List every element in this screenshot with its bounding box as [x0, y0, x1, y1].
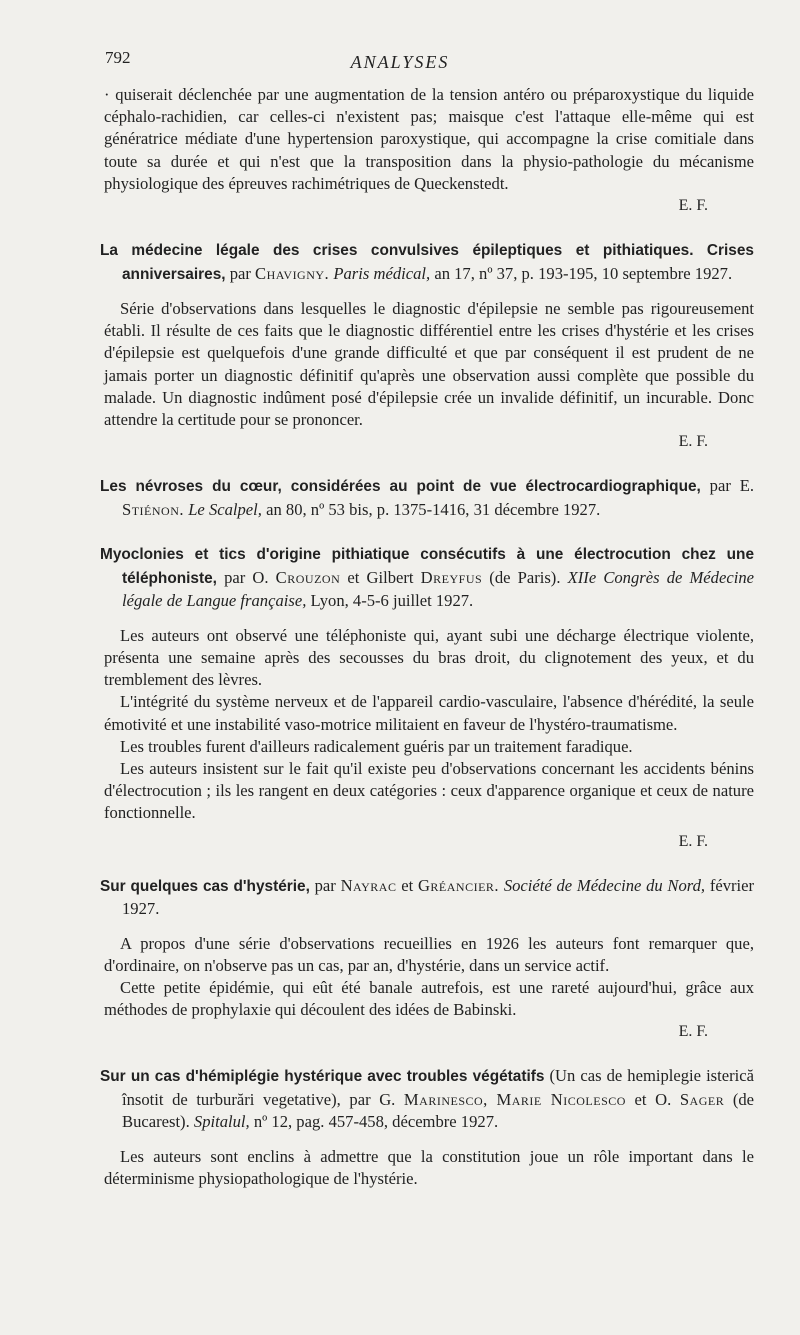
- author: Nayrac: [340, 875, 397, 895]
- journal-name: Spitalul,: [193, 1112, 250, 1132]
- congress-name: XIIe Congrès de Médecine légale de Langue française,: [122, 567, 754, 611]
- signature: E. F.: [678, 197, 708, 215]
- article-title: La médecine légale des crises convulsives épileptiques et pithiatiques. Crises anniversaires, par Chavigny. Paris médical, an 17, nº 37, p. 193-195, 10 septembre 1927.: [100, 242, 754, 283]
- article-paragraph: Les auteurs ont observé une téléphoniste qui, ayant subi une décharge électrique violente, présenta une semaine après des secousses du bras droit, du clignotement des yeux, et du tremblement des lèvres.: [104, 625, 754, 690]
- article-title: Sur un cas d'hémiplégie hystérique avec troubles végétatifs (Un cas de hemiplegie isterică însotit de turburări vegetative), par G. Marinesco, Marie Nicolesco et O. Sager (de Bucarest). Spitalul, nº 12, pag. 457-458, décembre 1927.: [100, 1066, 755, 1132]
- article-title-text: Les névroses du cœur, considérées au point de vue électrocardiographique,: [100, 478, 701, 496]
- reference: nº 12, pag. 457-458, décembre 1927.: [253, 1112, 499, 1132]
- page-header: [0, 48, 800, 78]
- signature: E. F.: [678, 433, 708, 451]
- article-paragraph: A propos d'une série d'observations recueillies en 1926 les auteurs font remarquer que, d'ordinaire, on n'observe pas un cas, par an, d'hystérie, dans un service actif.: [104, 933, 754, 975]
- reference: février 1927.: [122, 875, 755, 919]
- article-paragraph: Les troubles furent d'ailleurs radicalement guéris par un traitement faradique.: [120, 736, 633, 756]
- author: Dreyfus: [420, 567, 483, 587]
- article-nevroses-coeur: [100, 475, 754, 521]
- article-title-text: Myoclonies et tics d'origine pithiatique consécutifs à une électrocution chez une téléphoniste,: [100, 546, 754, 587]
- running-title: ANALYSES: [350, 52, 450, 72]
- signature: E. F.: [678, 832, 708, 850]
- article-title: Sur quelques cas d'hystérie, par Nayrac et Gréancier. Société de Médecine du Nord, février 1927.: [100, 875, 755, 919]
- author: Sager: [679, 1089, 725, 1109]
- article-body: Les auteurs sont enclins à admettre que la constitution joue un rôle important dans le déterminisme physiopathologique de l'hystérie.: [104, 1146, 754, 1189]
- article-subtitle: (Un cas de hemiplegie isterică însotit de turburări vegetative),: [122, 1066, 754, 1109]
- reference: an 17, nº 37, p. 193-195, 10 septembre 1927.: [434, 263, 733, 283]
- article-hemiplegie: [100, 1065, 755, 1190]
- article-title: Les névroses du cœur, considérées au point de vue électrocardiographique, par E. Stiénon. Le Scalpel, an 80, nº 53 bis, p. 1375-1416, 31 décembre 1927.: [100, 476, 754, 519]
- article-title: Myoclonies et tics d'origine pithiatique consécutifs à une électrocution chez une téléphoniste, par O. Crouzon et Gilbert Dreyfus (de Paris). XIIe Congrès de Médecine légale de Langue française, Lyon, 4-5-6 juillet 1927.: [100, 546, 754, 611]
- article-body: Série d'observations dans lesquelles le diagnostic d'épilepsie ne semble pas rigoureusement établi. Il résulte de ces faits que le diagnostic différentiel entre les crises d'hystérie et les crises d'épilepsie est quelquefois d'une grande difficulté et que par conséquent il est prudent de ne jamais porter un diagnostic définitif qu'après une observation aussi complète que possible du malade. Un diagnostic indûment posé d'épilepsie crée un invalide définitif, un incurable. Donc attendre la certitude pour se prononcer.: [104, 299, 754, 430]
- intro-continuation: [104, 84, 754, 217]
- author: Marinesco,: [403, 1089, 488, 1109]
- journal-name: Le Scalpel,: [188, 499, 262, 519]
- article-medecine-legale: [100, 239, 754, 453]
- article-title-text: Sur quelques cas d'hystérie,: [100, 877, 310, 895]
- signature: E. F.: [678, 1023, 708, 1041]
- journal-name: Paris médical,: [333, 263, 431, 283]
- article-paragraph: L'intégrité du système nerveux et de l'appareil cardio-vasculaire, l'absence d'hérédité, la seule émotivité et une instabilité vaso-motrice militaient en faveur de l'hystéro-traumatisme.: [104, 692, 754, 734]
- reference: Lyon, 4-5-6 juillet 1927.: [310, 591, 474, 611]
- article-title-text: Sur un cas d'hémiplégie hystérique avec troubles végétatifs: [100, 1068, 545, 1086]
- author: Crouzon: [275, 567, 341, 587]
- author: Chavigny.: [255, 263, 330, 283]
- author: Gréancier.: [417, 875, 500, 895]
- article-myoclonies: [100, 543, 754, 852]
- article-hysterie-cas: [100, 875, 755, 1044]
- reference: an 80, nº 53 bis, p. 1375-1416, 31 décembre 1927.: [266, 499, 601, 519]
- page-content: [100, 84, 755, 1190]
- journal-name: Société de Médecine du Nord,: [503, 875, 706, 895]
- article-title-text: La médecine légale des crises convulsives épileptiques et pithiatiques. Crises anniversaires,: [100, 242, 754, 283]
- author: Stiénon.: [122, 499, 185, 519]
- article-paragraph: Cette petite épidémie, qui eût été banale autrefois, est une rareté aujourd'hui, grâce aux méthodes de prophylaxie qui découlent des idées de Babinski.: [104, 977, 754, 1020]
- article-paragraph: Les auteurs insistent sur le fait qu'il existe peu d'observations concernant les accidents bénins d'électrocution ; ils les rangent en deux catégories : ceux d'apparence organique et ceux de nature fonctionnelle.: [104, 758, 754, 823]
- author: Marie Nicolesco: [496, 1089, 626, 1109]
- page-number: 792: [105, 48, 131, 67]
- intro-paragraph: · quiserait déclenchée par une augmentation de la tension antéro ou préparoxystique du liquide céphalo-rachidien, car celles-ci n'existent pas; maisque c'est l'attaque elle-même qui est génératrice médiate d'une hypertension paroxystique, qui accompagne la crise comitiale dans toute sa durée et qui n'est que la transposition dans la physio-pathologie du mécanisme physiologique des épreuves rachimétriques de Queckenstedt.: [104, 85, 754, 193]
